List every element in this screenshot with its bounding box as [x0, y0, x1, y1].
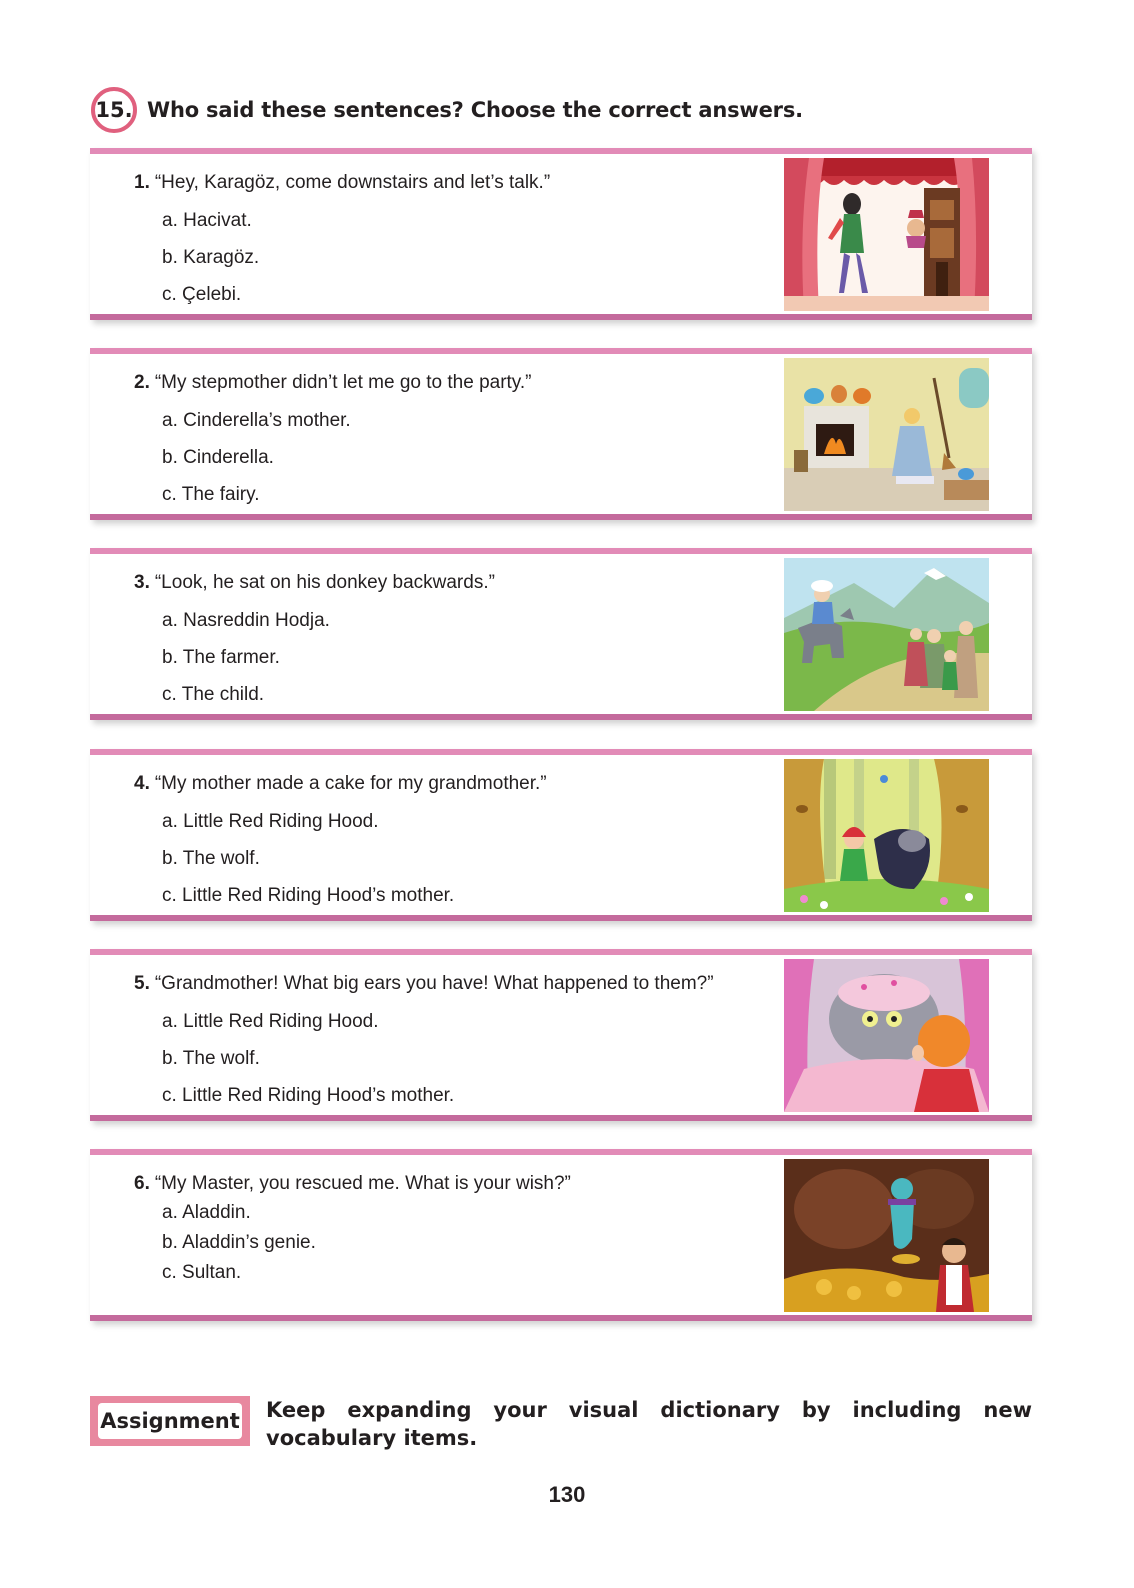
option-c[interactable]: c. Sultan.	[162, 1262, 242, 1283]
question-5	[134, 973, 714, 995]
option-a[interactable]: a. Aladdin.	[162, 1202, 251, 1223]
wolf-in-bed-illustration	[784, 959, 989, 1112]
question-number: 3.	[134, 572, 150, 593]
option-a[interactable]: a. Cinderella’s mother.	[162, 410, 351, 431]
question-2	[134, 372, 532, 394]
option-c[interactable]: c. The fairy.	[162, 484, 260, 505]
question-number: 5.	[134, 973, 150, 994]
assignment-label-box	[90, 1396, 250, 1446]
exercise-number: 15.	[91, 87, 137, 133]
question-text: “My mother made a cake for my grandmother.”	[154, 773, 547, 794]
cinderella-illustration	[784, 358, 989, 511]
card-top-bar	[90, 548, 1032, 554]
question-card-1	[90, 148, 1032, 320]
nasreddin-hodja-illustration	[784, 558, 989, 711]
red-riding-hood-illustration	[784, 759, 989, 912]
card-top-bar	[90, 949, 1032, 955]
option-b[interactable]: b. Cinderella.	[162, 447, 274, 468]
page-number: 130	[548, 1482, 586, 1507]
card-top-bar	[90, 1149, 1032, 1155]
exercise-header	[91, 87, 803, 133]
question-card-3	[90, 548, 1032, 720]
question-card-6	[90, 1149, 1032, 1321]
option-a[interactable]: a. Little Red Riding Hood.	[162, 811, 379, 832]
assignment-label: Assignment	[98, 1403, 242, 1439]
exercise-title: Who said these sentences? Choose the correct answers.	[147, 98, 803, 122]
question-card-4	[90, 749, 1032, 921]
question-number: 2.	[134, 372, 150, 393]
card-bottom-bar	[90, 514, 1032, 520]
card-bottom-bar	[90, 1315, 1032, 1321]
option-b[interactable]: b. Aladdin’s genie.	[162, 1232, 316, 1253]
option-c[interactable]: c. Little Red Riding Hood’s mother.	[162, 885, 455, 906]
option-c[interactable]: c. The child.	[162, 684, 265, 705]
option-a[interactable]: a. Nasreddin Hodja.	[162, 610, 330, 631]
question-text: “Grandmother! What big ears you have! What happened to them?”	[154, 973, 714, 994]
option-b[interactable]: b. The wolf.	[162, 848, 260, 869]
card-bottom-bar	[90, 314, 1032, 320]
question-number: 6.	[134, 1173, 150, 1194]
karagoz-illustration	[784, 158, 989, 311]
question-card-2	[90, 348, 1032, 520]
card-bottom-bar	[90, 714, 1032, 720]
question-1	[134, 172, 550, 194]
card-top-bar	[90, 348, 1032, 354]
option-c[interactable]: c. Çelebi.	[162, 284, 242, 305]
option-a[interactable]: a. Little Red Riding Hood.	[162, 1011, 379, 1032]
question-text: “Hey, Karagöz, come downstairs and let’s talk.”	[154, 172, 551, 193]
card-top-bar	[90, 749, 1032, 755]
card-bottom-bar	[90, 915, 1032, 921]
option-a[interactable]: a. Hacivat.	[162, 210, 252, 231]
option-b[interactable]: b. The farmer.	[162, 647, 280, 668]
question-card-5	[90, 949, 1032, 1121]
question-text: “Look, he sat on his donkey backwards.”	[154, 572, 495, 593]
question-text: “My Master, you rescued me. What is your wish?”	[154, 1173, 571, 1194]
option-c[interactable]: c. Little Red Riding Hood’s mother.	[162, 1085, 455, 1106]
aladdin-illustration	[784, 1159, 989, 1312]
option-b[interactable]: b. Karagöz.	[162, 247, 260, 268]
card-bottom-bar	[90, 1115, 1032, 1121]
card-top-bar	[90, 148, 1032, 154]
question-text: “My stepmother didn’t let me go to the party.”	[154, 372, 532, 393]
question-3	[134, 572, 495, 594]
question-number: 1.	[134, 172, 150, 193]
question-4	[134, 773, 547, 795]
question-6	[134, 1173, 571, 1195]
assignment-text: Keep expanding your visual dictionary by including new vocabulary items.	[266, 1398, 1032, 1450]
option-b[interactable]: b. The wolf.	[162, 1048, 260, 1069]
question-number: 4.	[134, 773, 150, 794]
